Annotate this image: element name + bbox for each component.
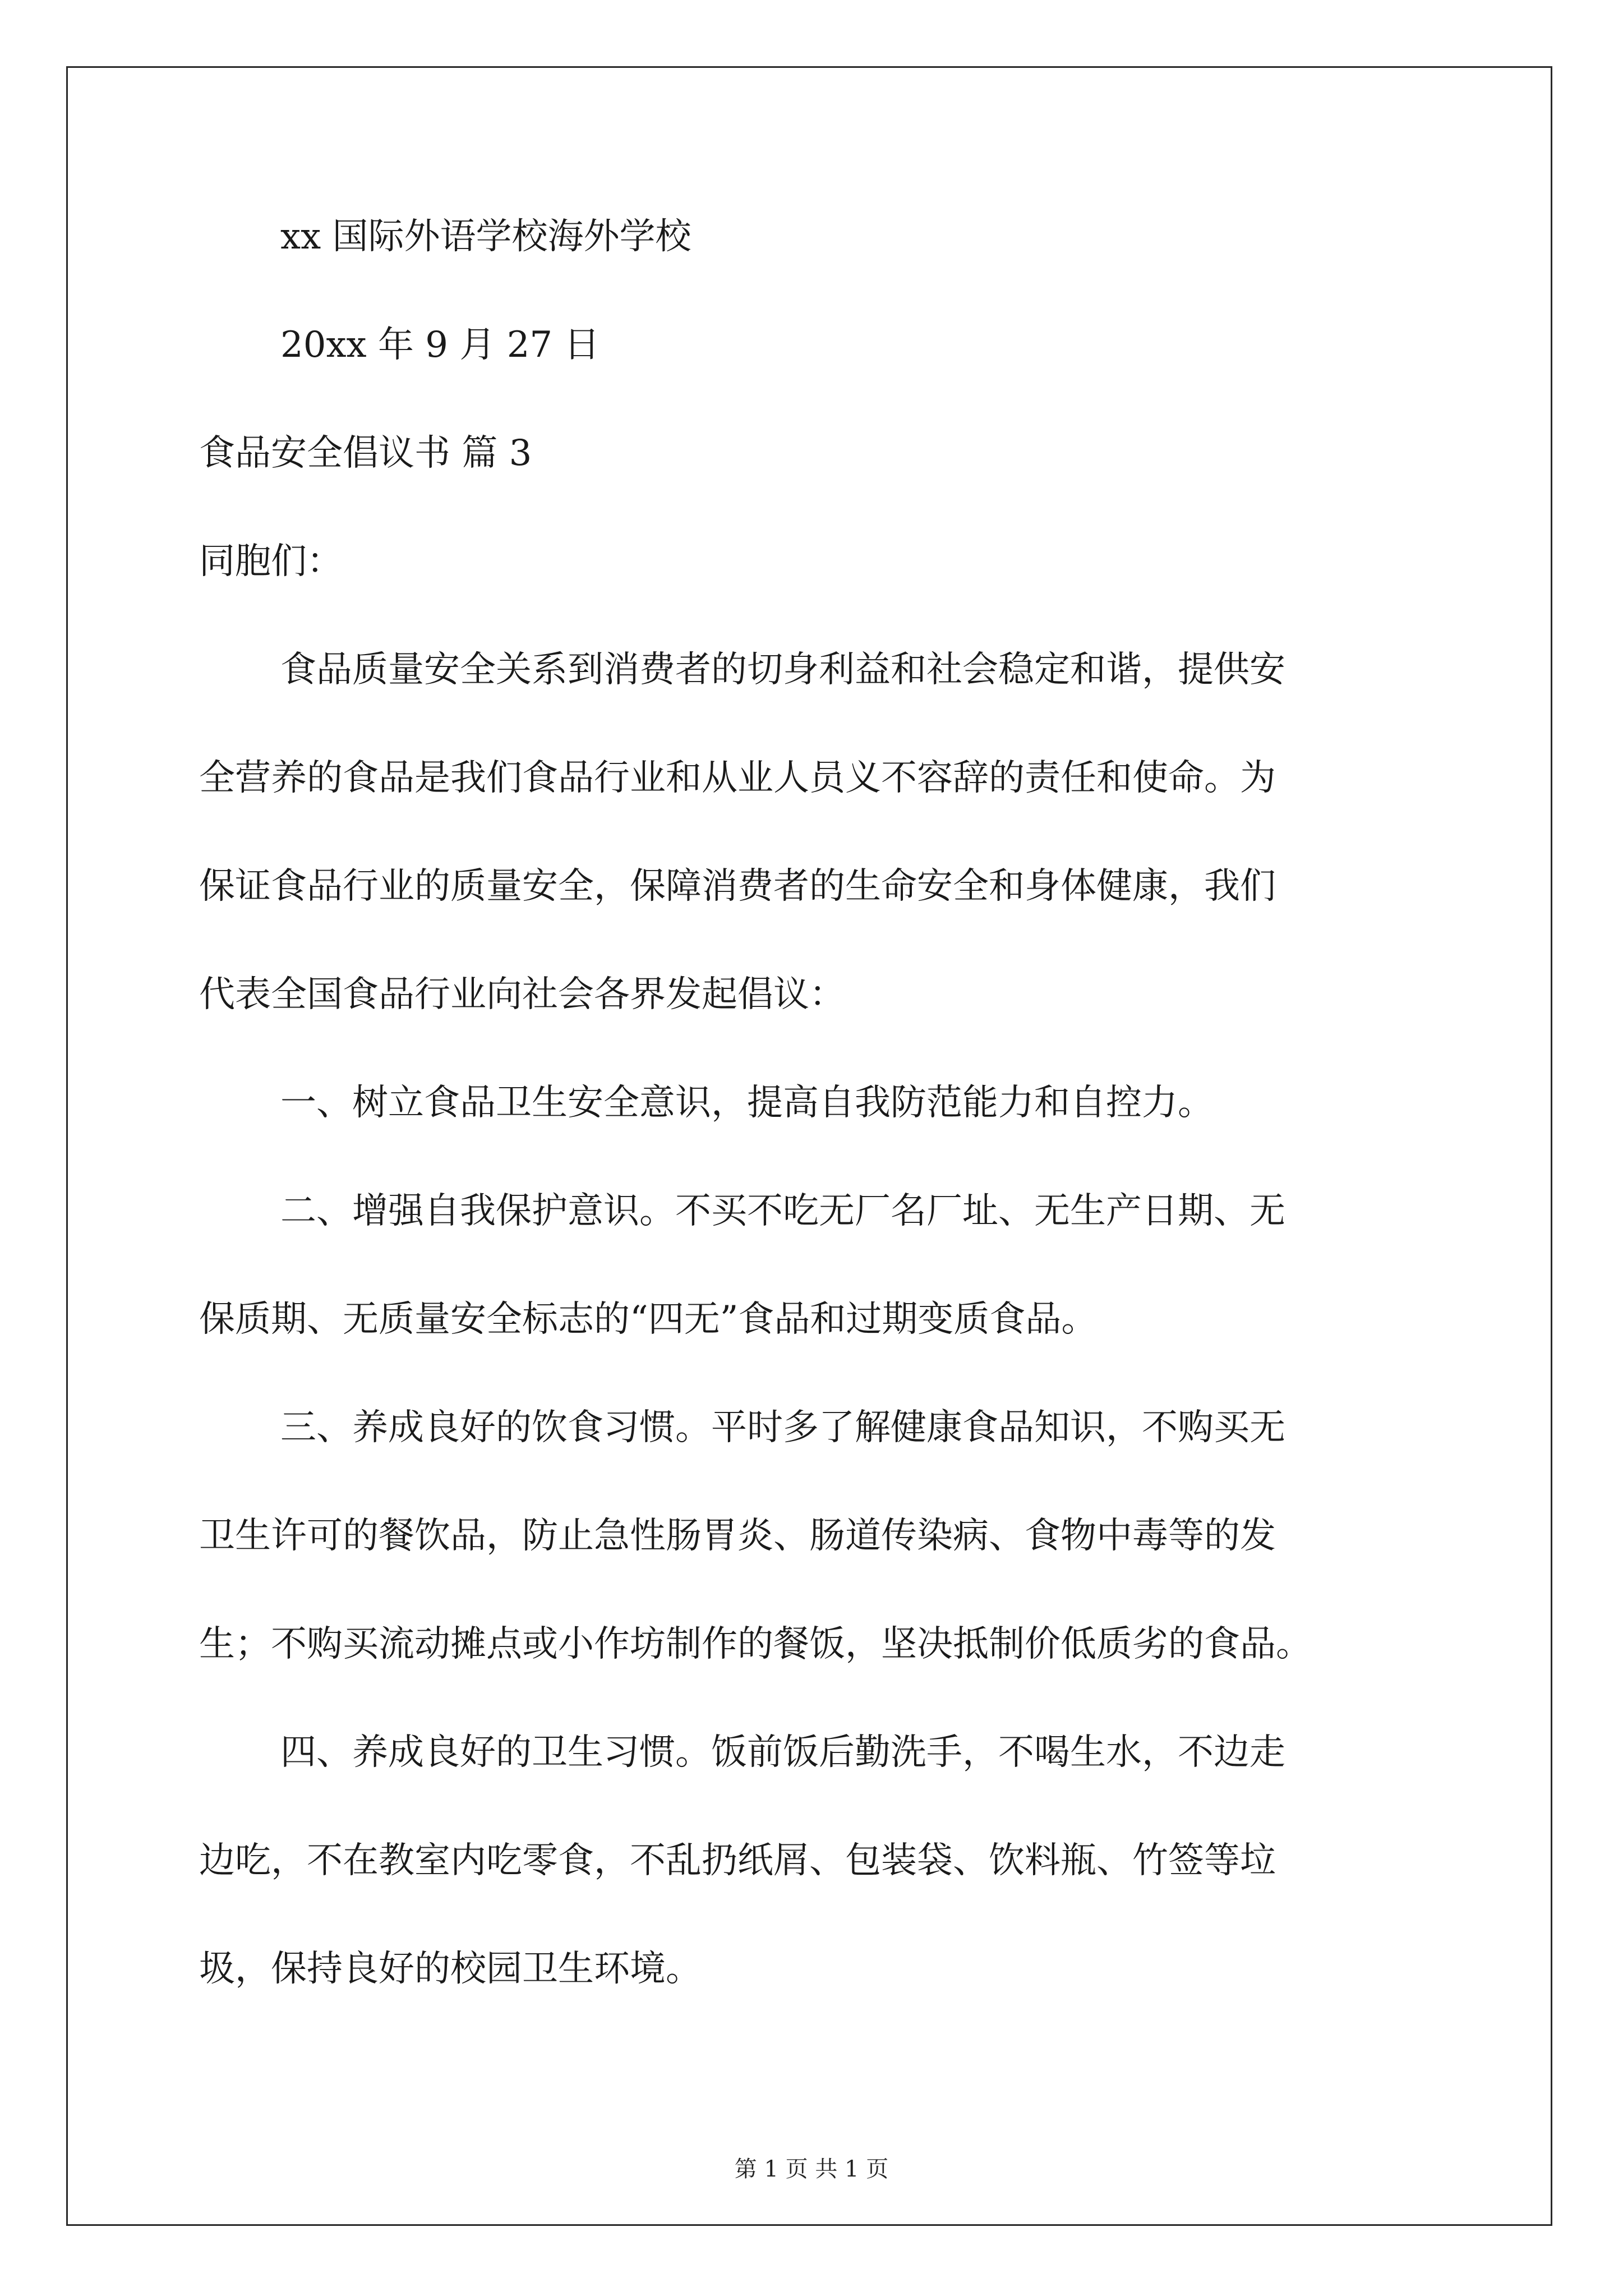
page-border bbox=[66, 66, 1552, 2226]
document-title: 食品安全倡议书 篇 3 bbox=[199, 432, 532, 474]
salutation: 同胞们： bbox=[199, 541, 343, 582]
letter-date: 20xx 年 9 月 27 日 bbox=[280, 324, 600, 366]
paragraph-line: 食品质量安全关系到消费者的切身利益和社会稳定和谐，提供安 bbox=[280, 649, 1285, 691]
paragraph-line: 代表全国食品行业向社会各界发起倡议： bbox=[199, 974, 845, 1015]
paragraph-line: 圾，保持良好的校园卫生环境。 bbox=[199, 1948, 702, 1990]
paragraph-line: 三、养成良好的饮食习惯。平时多了解健康食品知识，不购买无 bbox=[280, 1407, 1285, 1448]
paragraph-line: 全营养的食品是我们食品行业和从业人员义不容辞的责任和使命。为 bbox=[199, 757, 1276, 799]
paragraph-line: 卫生许可的餐饮品，防止急性肠胃炎、肠道传染病、食物中毒等的发 bbox=[199, 1515, 1276, 1557]
paragraph-line: 保质期、无质量安全标志的“四无”食品和过期变质食品。 bbox=[199, 1299, 1098, 1340]
school-name: xx 国际外语学校海外学校 bbox=[280, 216, 691, 257]
paragraph-line: 二、增强自我保护意识。不买不吃无厂名厂址、无生产日期、无 bbox=[280, 1190, 1285, 1232]
paragraph-line: 边吃，不在教室内吃零食，不乱扔纸屑、包装袋、饮料瓶、竹签等垃 bbox=[199, 1840, 1276, 1881]
paragraph-line: 四、养成良好的卫生习惯。饭前饭后勤洗手，不喝生水，不边走 bbox=[280, 1732, 1285, 1773]
paragraph-line: 一、树立食品卫生安全意识，提高自我防范能力和自控力。 bbox=[280, 1082, 1214, 1124]
paragraph-line: 保证食品行业的质量安全，保障消费者的生命安全和身体健康，我们 bbox=[199, 866, 1276, 907]
page-number-footer: 第 1 页 共 1 页 bbox=[734, 2156, 889, 2182]
paragraph-line: 生；不购买流动摊点或小作坊制作的餐饭，坚决抵制价低质劣的食品。 bbox=[199, 1623, 1312, 1665]
